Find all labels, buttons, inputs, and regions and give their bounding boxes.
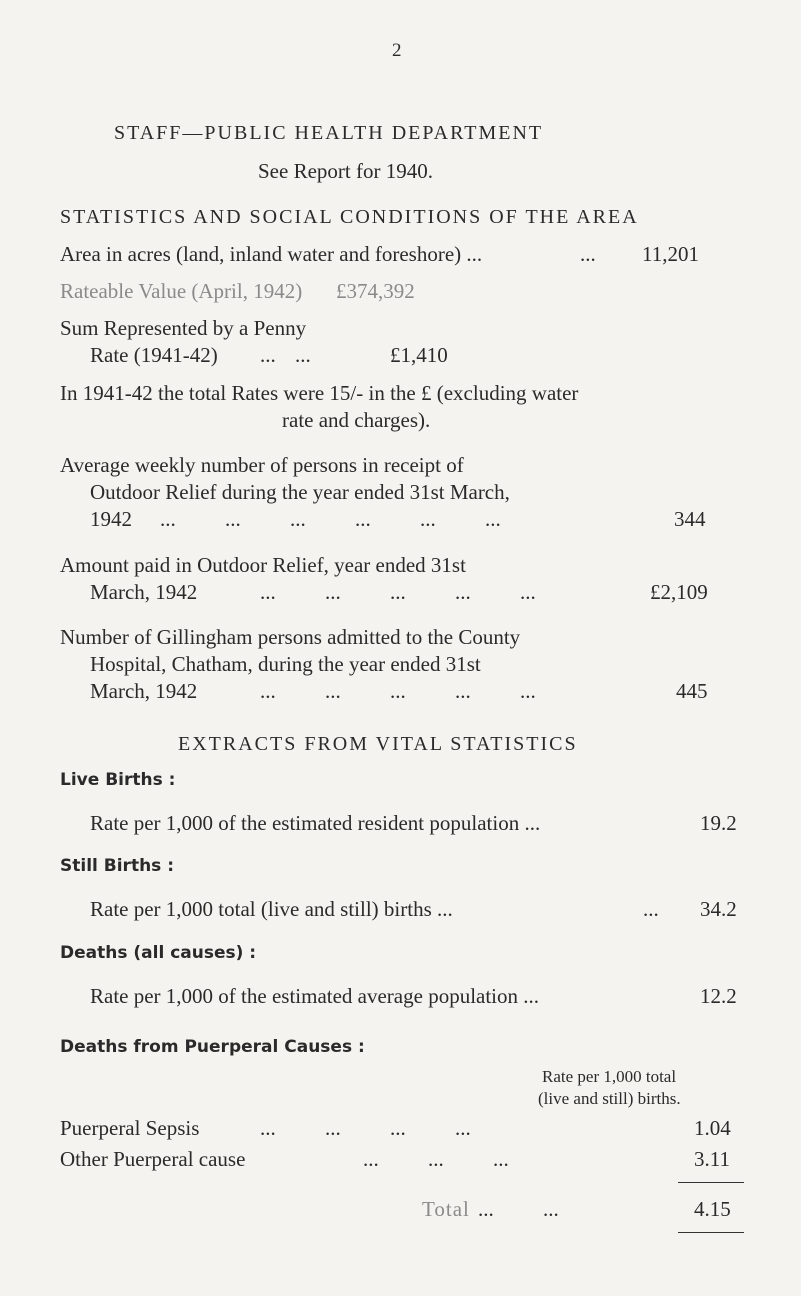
area-dots: ... — [580, 242, 596, 266]
outdoor-amount-dots: ... ... ... ... ... — [260, 580, 536, 604]
outdoor-persons-line-3: 1942 — [90, 507, 132, 531]
puerperal-col-header-1: Rate per 1,000 total — [542, 1067, 677, 1086]
puerperal-total-value: 4.15 — [694, 1197, 731, 1221]
puerperal-row-value: 3.11 — [694, 1147, 730, 1171]
area-label: Area in acres (land, inland water and foreshore) ... — [60, 242, 483, 266]
still-births-dots: ... — [643, 897, 659, 921]
hospital-line-3: March, 1942 — [90, 679, 198, 703]
puerperal-col-header-2: (live and still) births. — [538, 1089, 681, 1108]
statistics-heading: STATISTICS AND SOCIAL CONDITIONS OF THE AREA — [60, 206, 639, 228]
total-rule-bottom — [678, 1232, 744, 1233]
outdoor-persons-value: 344 — [674, 507, 706, 531]
penny-rate-label-2: Rate (1941-42) — [90, 343, 218, 367]
outdoor-amount-line-2: March, 1942 — [90, 580, 198, 604]
puerperal-row-dots: ... ... ... — [363, 1147, 509, 1171]
still-births-value: 34.2 — [700, 897, 737, 921]
puerperal-row-dots: ... ... ... ... — [260, 1116, 471, 1140]
deaths-label: Rate per 1,000 of the estimated average population ... — [90, 984, 540, 1008]
hospital-line-1: Number of Gillingham persons admitted to the County — [60, 625, 521, 649]
rateable-value-label: Rateable Value (April, 1942) — [60, 279, 303, 303]
deaths-heading: Deaths (all causes) : — [60, 943, 257, 963]
area-value: 11,201 — [642, 242, 699, 266]
puerperal-heading: Deaths from Puerperal Causes : — [60, 1037, 365, 1057]
rates-text-2: rate and charges). — [282, 408, 431, 432]
outdoor-persons-line-2: Outdoor Relief during the year ended 31st March, — [90, 480, 510, 504]
penny-rate-label-1: Sum Represented by a Penny — [60, 316, 307, 340]
penny-rate-dots: ... ... — [260, 343, 311, 367]
hospital-dots: ... ... ... ... ... — [260, 679, 536, 703]
rateable-value: £374,392 — [336, 279, 415, 303]
page-number: 2 — [392, 40, 402, 61]
live-births-value: 19.2 — [700, 811, 737, 835]
see-report-text: See Report for 1940. — [258, 159, 433, 183]
outdoor-amount-value: £2,109 — [650, 580, 708, 604]
outdoor-persons-dots: ... ... ... ... ... ... — [160, 507, 501, 531]
outdoor-persons-line-1: Average weekly number of persons in receipt of — [60, 453, 464, 477]
still-births-label: Rate per 1,000 total (live and still) births ... — [90, 897, 453, 921]
puerperal-row-label: Other Puerperal cause — [60, 1147, 246, 1171]
staff-heading: STAFF—PUBLIC HEALTH DEPARTMENT — [114, 122, 544, 144]
deaths-value: 12.2 — [700, 984, 737, 1008]
hospital-line-2: Hospital, Chatham, during the year ended 31st — [90, 652, 481, 676]
hospital-value: 445 — [676, 679, 708, 703]
puerperal-total-dots: ... ... — [478, 1197, 559, 1221]
rates-text-1: In 1941-42 the total Rates were 15/- in the £ (excluding water — [60, 381, 579, 405]
vital-heading: EXTRACTS FROM VITAL STATISTICS — [178, 733, 578, 755]
total-rule-top — [678, 1182, 744, 1183]
still-births-heading: Still Births : — [60, 856, 175, 876]
puerperal-row-label: Puerperal Sepsis — [60, 1116, 200, 1140]
puerperal-row-value: 1.04 — [694, 1116, 731, 1140]
live-births-label: Rate per 1,000 of the estimated resident population ... — [90, 811, 541, 835]
live-births-heading: Live Births : — [60, 770, 176, 790]
outdoor-amount-line-1: Amount paid in Outdoor Relief, year ended 31st — [60, 553, 466, 577]
penny-rate-value: £1,410 — [390, 343, 448, 367]
puerperal-total-label: Total — [422, 1197, 470, 1221]
